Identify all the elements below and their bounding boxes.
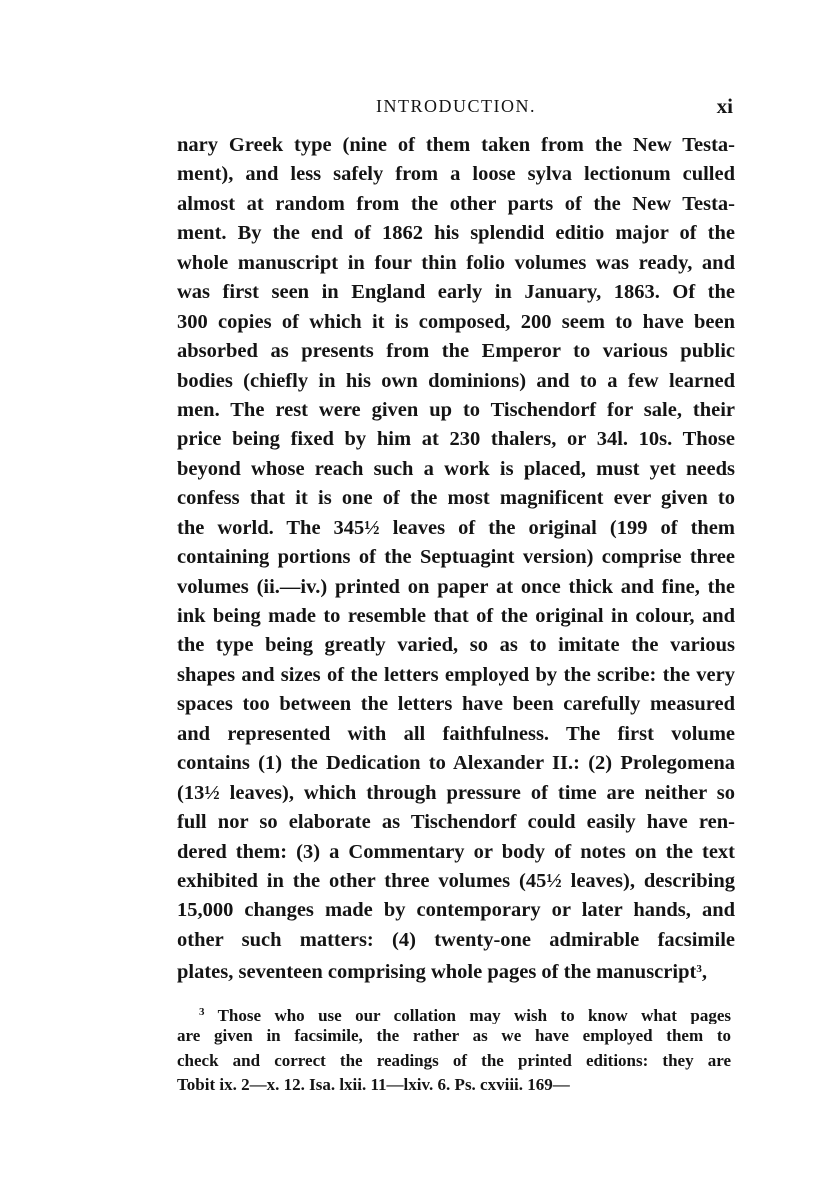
text-line: spaces too between the letters have been carefully measured xyxy=(177,693,735,716)
text-line: men. The rest were given up to Tischendorf for sale, their xyxy=(177,398,735,421)
footnote xyxy=(177,1000,731,1098)
text-line: and represented with all faithfulness. The first volume xyxy=(177,722,735,745)
text-line: containing portions of the Septuagint version) comprise three xyxy=(177,546,735,569)
page-number: xi xyxy=(716,94,733,118)
text-line: ment. By the end of 1862 his splendid editio major of the xyxy=(177,222,735,245)
text-line: almost at random from the other parts of the New Testa- xyxy=(177,192,735,215)
text-line: shapes and sizes of the letters employed by the scribe: the very xyxy=(177,663,735,686)
footnote-reference: 3 xyxy=(696,963,702,976)
text-line: absorbed as presents from the Emperor to various public xyxy=(177,340,735,363)
text-line: other such matters: (4) twenty-one admirable facsimile xyxy=(177,928,735,951)
running-head xyxy=(177,92,735,120)
text-line: full nor so elaborate as Tischendorf could easily have ren- xyxy=(177,811,735,834)
text-line: price being fixed by him at 230 thalers, or 34l. 10s. Those xyxy=(177,428,735,451)
running-title: INTRODUCTION. xyxy=(376,96,536,116)
text-line-content: plates, seventeen comprising whole pages of the manuscript xyxy=(177,961,697,984)
footnote-marker: 3 xyxy=(199,1006,205,1018)
text-line: nary Greek type (nine of them taken from the New Testa- xyxy=(177,134,735,156)
text-line: was first seen in England early in January, 1863. Of the xyxy=(177,281,735,304)
text-line: exhibited in the other three volumes (45½ leaves), describing xyxy=(177,869,735,892)
footnote-line: are given in facsimile, the rather as we have employed them to xyxy=(177,1026,731,1046)
text-line: dered them: (3) a Commentary or body of notes on the text xyxy=(177,840,735,863)
footnote-line: Tobit ix. 2—x. 12. Isa. lxii. 11—lxiv. 6. Ps. cxviii. 169— xyxy=(177,1075,570,1095)
body-text xyxy=(177,131,735,985)
text-line: 300 copies of which it is composed, 200 seem to have been xyxy=(177,310,735,333)
footnote-line xyxy=(177,1000,731,1024)
text-line: beyond whose reach such a work is placed, must yet needs xyxy=(177,457,735,480)
text-line: contains (1) the Dedication to Alexander II.: (2) Prolegomena xyxy=(177,752,735,775)
text-line: (13½ leaves), which through pressure of time are neither so xyxy=(177,781,735,804)
text-line: the type being greatly varied, so as to imitate the various xyxy=(177,634,735,657)
footnote-line-text: Those who use our collation may wish to know what pages xyxy=(217,1006,731,1025)
text-line: ment), and less safely from a loose sylva lectionum culled xyxy=(177,163,735,186)
text-line: whole manuscript in four thin folio volumes was ready, and xyxy=(177,251,735,274)
text-line: bodies (chiefly in his own dominions) and to a few learned xyxy=(177,369,735,392)
text-line: confess that it is one of the most magnificent ever given to xyxy=(177,487,735,510)
text-line: the world. The 345½ leaves of the original (199 of them xyxy=(177,516,735,539)
text-line-last: plates, seventeen comprising whole pages of the manuscript$^3$, xyxy=(177,961,707,984)
text-line: ink being made to resemble that of the original in colour, and xyxy=(177,605,735,627)
footnote-line: check and correct the readings of the printed editions: they are xyxy=(177,1050,731,1070)
text-line: 15,000 changes made by contemporary or later hands, and xyxy=(177,899,735,922)
text-line: volumes (ii.—iv.) printed on paper at once thick and fine, the xyxy=(177,575,735,598)
